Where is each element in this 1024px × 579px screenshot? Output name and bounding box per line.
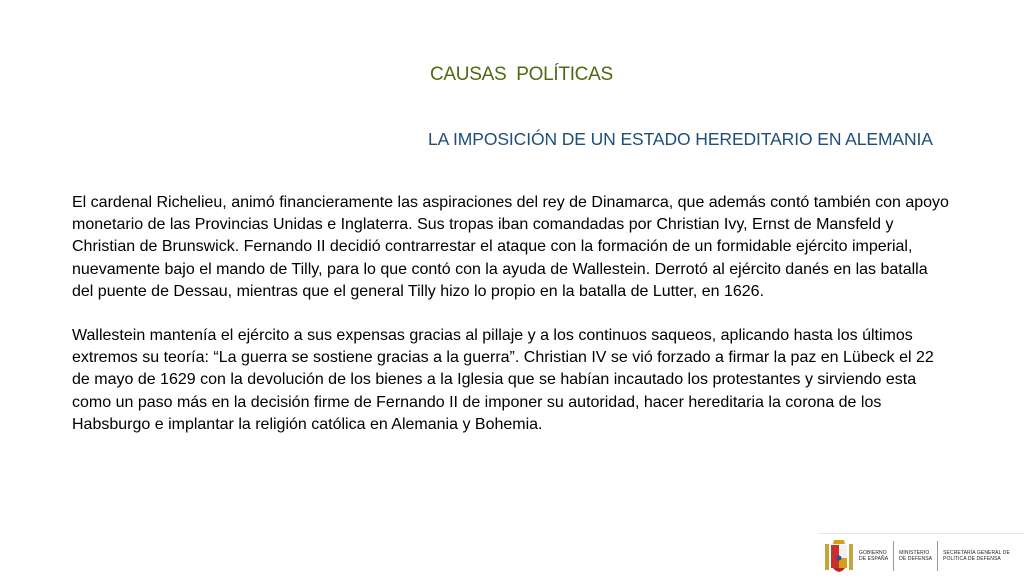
government-logo xyxy=(818,533,1024,577)
paragraph-2: Wallestein mantenía el ejército a sus expensas gracias al pillaje y a los continuos saqueos, aplicando hasta los últimos extremos su teoría: “La guerra se sostiene gracias a la guerra”. Christian IV se vió forzado a firmar la paz en Lübeck el 22 de mayo de 1629 con la devolución de los bienes a la Iglesia que se habían incautado los protestantes y sirviendo esta como un paso más en la decisión firme de Fernando II de imponer su autoridad, hacer hereditaria la corona de los Habsburgo e implantar la religión católica en Alemania y Bohemia. xyxy=(72,327,934,433)
slide-title: CAUSAS POLÍTICAS xyxy=(430,64,613,85)
secretariat-label: SECRETARÍA GENERAL DE POLÍTICA DE DEFENSA xyxy=(943,549,1010,562)
body-text xyxy=(72,192,952,436)
ministry-label: MINISTERIO DE DEFENSA xyxy=(899,549,933,562)
coat-of-arms-icon xyxy=(824,538,854,574)
paragraph-1: El cardenal Richelieu, animó financieramente las aspiraciones del rey de Dinamarca, que además contó también con apoyo monetario de las Provincias Unidas e Inglaterra. Sus tropas iban comandadas por Christian Ivy, Ernst de Mansfeld y Christian de Brunswick. Fernando II decidió contrarrestar el ataque con la formación de un formidable ejército imperial, nuevamente bajo el mando de Tilly, para lo que contó con la ayuda de Wallestein. Derrotó al ejército danés en las batalla del puente de Dessau, mientras que el general Tilly hizo lo propio en la batalla de Lutter, en 1626. xyxy=(72,194,949,300)
slide-subtitle: LA IMPOSICIÓN DE UN ESTADO HEREDITARIO EN ALEMANIA xyxy=(428,129,933,149)
government-label: GOBIERNO DE ESPAÑA xyxy=(859,549,889,562)
